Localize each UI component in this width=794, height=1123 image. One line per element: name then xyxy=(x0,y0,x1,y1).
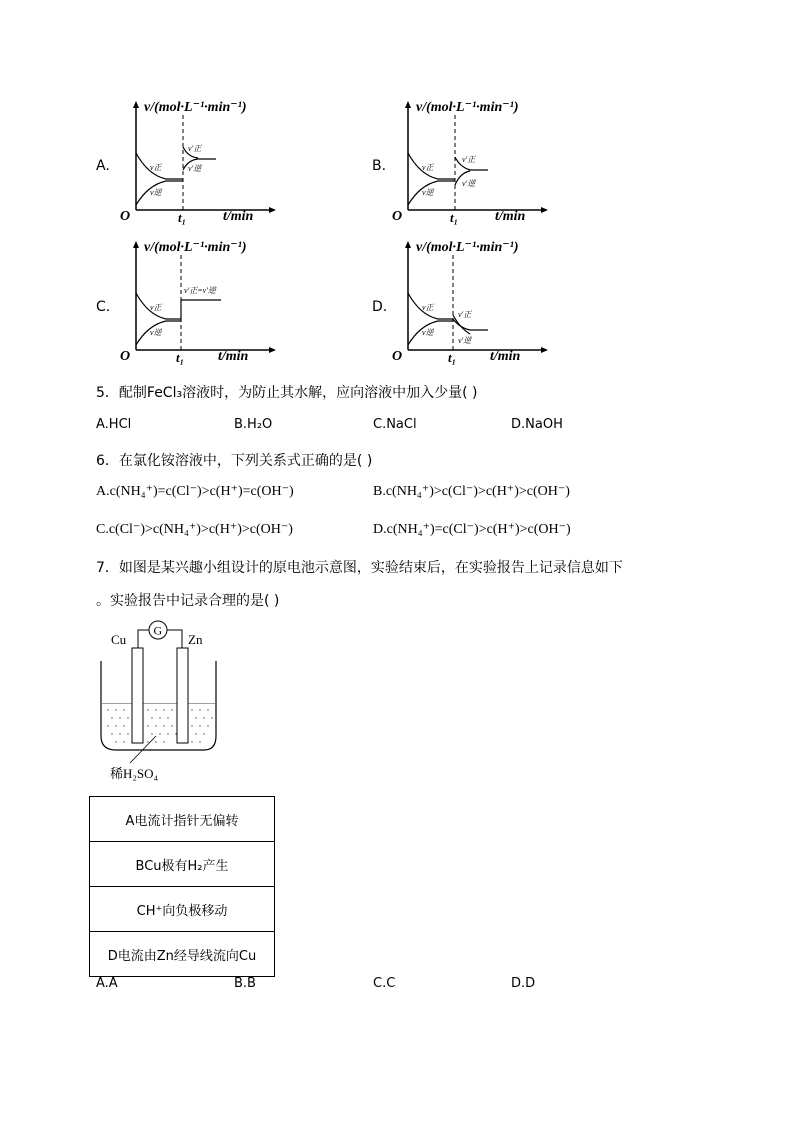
graph-c-xlabel: t/min xyxy=(218,349,249,364)
graph-a-ylabel: v/(mol·L⁻¹·min⁻¹) xyxy=(144,100,247,115)
graph-b-xlabel: t/min xyxy=(495,209,526,224)
graph-a-xlabel: t/min xyxy=(223,209,254,224)
solution-label: 稀H₂SO₄ xyxy=(110,766,159,781)
graph-a-v-zheng: v正 xyxy=(150,163,162,172)
graph-c-ylabel: v/(mol·L⁻¹·min⁻¹) xyxy=(144,240,247,255)
report-table xyxy=(89,796,275,977)
q5-option-c: C.NaCl xyxy=(373,417,417,432)
q7-stem-line1: 7．如图是某兴趣小组设计的原电池示意图，实验结束后，在实验报告上记录信息如下 xyxy=(96,560,623,576)
graph-a-t1: t₁ xyxy=(178,210,187,225)
q7-option-a: A.A xyxy=(96,976,118,991)
q7-option-d: D.D xyxy=(511,976,536,991)
graph-c-v-ni: v逆 xyxy=(150,328,162,337)
cu-label: Cu xyxy=(111,632,127,647)
graph-c xyxy=(118,235,288,370)
graph-d-ylabel: v/(mol·L⁻¹·min⁻¹) xyxy=(416,240,519,255)
graph-d-v-zheng-prime: v'正 xyxy=(458,310,472,319)
graph-d-v-zheng: v正 xyxy=(422,303,434,312)
graph-b-v-ni: v逆 xyxy=(422,188,434,197)
graph-d-t1: t₁ xyxy=(448,350,457,365)
report-row-d: D电流由Zn经导线流向Cu xyxy=(90,932,275,977)
report-row-a: A电流计指针无偏转 xyxy=(90,797,275,842)
galvanic-cell-diagram xyxy=(96,618,236,788)
graph-b-letter: B. xyxy=(372,158,387,174)
q7-option-b: B.B xyxy=(234,976,256,991)
graph-b-ylabel: v/(mol·L⁻¹·min⁻¹) xyxy=(416,100,519,115)
graph-d-letter: D. xyxy=(372,299,388,315)
table-row xyxy=(90,842,275,887)
graph-a-v-zheng-prime: v'正 xyxy=(188,144,202,153)
graph-b-v-zheng-prime: v'正 xyxy=(462,155,476,164)
graph-c-origin: O xyxy=(120,349,131,364)
graph-c-letter: C. xyxy=(96,299,111,315)
galvanometer-label: G xyxy=(153,623,163,638)
graph-d-xlabel: t/min xyxy=(490,349,521,364)
graph-a-v-ni: v逆 xyxy=(150,188,162,197)
q6-option-d: D.c(NH₄⁺)=c(Cl⁻)>c(H⁺)>c(OH⁻) xyxy=(373,522,571,537)
graph-a xyxy=(118,95,288,230)
q6-stem: 6．在氯化铵溶液中，下列关系式正确的是( ) xyxy=(96,453,373,469)
q6-option-c: C.c(Cl⁻)>c(NH₄⁺)>c(H⁺)>c(OH⁻) xyxy=(96,522,293,537)
zn-label: Zn xyxy=(188,632,203,647)
graph-d xyxy=(390,235,560,370)
q7-option-c: C.C xyxy=(373,976,396,991)
graph-c-t1: t₁ xyxy=(176,350,185,365)
graph-d-origin: O xyxy=(392,349,403,364)
q7-stem-line2: 。实验报告中记录合理的是( ) xyxy=(96,593,280,609)
q5-option-b: B.H₂O xyxy=(234,417,273,432)
graph-b-t1: t₁ xyxy=(450,210,459,225)
table-row xyxy=(90,932,275,977)
graph-b-v-zheng: v正 xyxy=(422,163,434,172)
q6-option-b: B.c(NH₄⁺)>c(Cl⁻)>c(H⁺)>c(OH⁻) xyxy=(373,484,570,499)
graph-b-origin: O xyxy=(392,209,403,224)
graph-d-v-ni: v逆 xyxy=(422,328,434,337)
graph-c-v-zheng: v正 xyxy=(150,303,162,312)
graph-b-v-ni-prime: v'逆 xyxy=(462,179,476,188)
report-row-b: BCu极有H₂产生 xyxy=(90,842,275,887)
q6-option-a: A.c(NH₄⁺)=c(Cl⁻)>c(H⁺)=c(OH⁻) xyxy=(96,484,294,499)
table-row xyxy=(90,797,275,842)
q5-option-a: A.HCl xyxy=(96,417,132,432)
graph-a-origin: O xyxy=(120,209,131,224)
q5-stem: 5．配制FeCl₃溶液时，为防止其水解，应向溶液中加入少量( ) xyxy=(96,385,478,401)
graph-a-v-ni-prime: v'逆 xyxy=(188,164,202,173)
graph-a-letter: A. xyxy=(96,158,110,174)
graph-c-v-equal: v'正=v'逆 xyxy=(184,286,216,295)
report-row-c: CH⁺向负极移动 xyxy=(90,887,275,932)
table-row xyxy=(90,887,275,932)
graph-d-v-ni-prime: v'逆 xyxy=(458,336,472,345)
graph-b xyxy=(390,95,560,230)
q5-option-d: D.NaOH xyxy=(511,417,563,432)
